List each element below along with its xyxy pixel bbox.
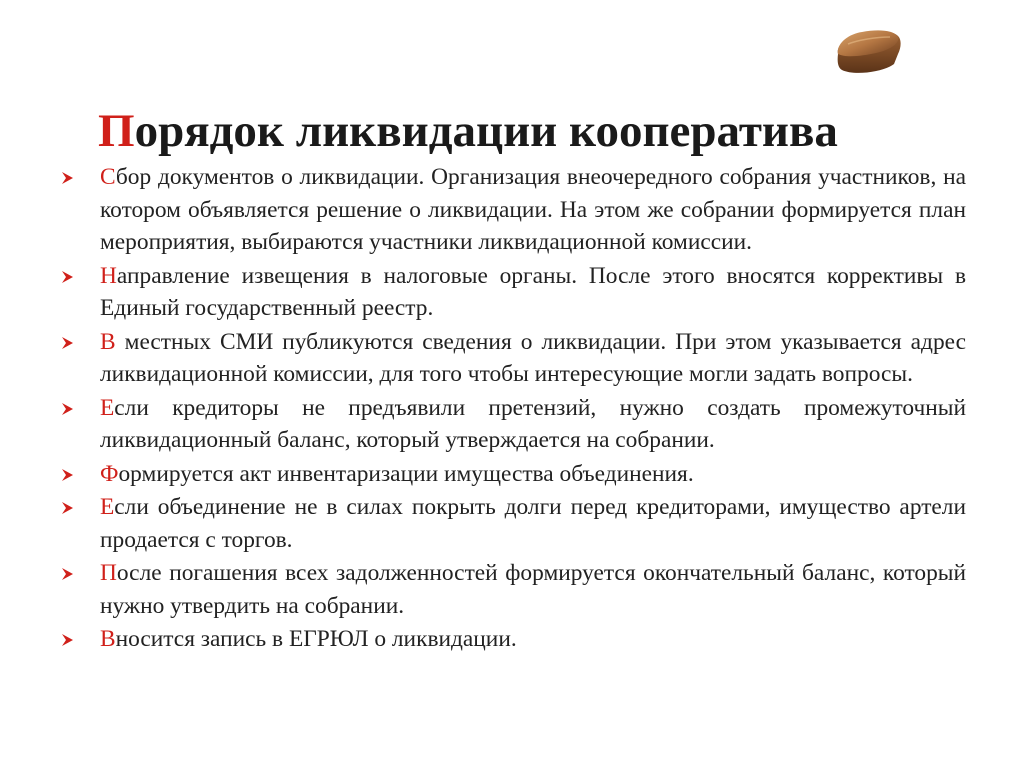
list-item <box>60 326 966 391</box>
arrowhead-bullet-icon <box>60 500 76 516</box>
bullet-first-letter: С <box>100 164 116 190</box>
bullet-first-letter: В <box>100 328 116 355</box>
bullet-text: сли кредиторы не предъявили претензий, нужно создать промежуточный ликвидационный баланс, который утверждается на собрании. <box>100 394 966 453</box>
arrowhead-bullet-icon <box>60 467 76 483</box>
bread-loaf-image <box>832 24 904 80</box>
arrowhead-bullet-icon <box>60 335 76 351</box>
list-item <box>60 557 966 622</box>
list-item <box>60 458 966 491</box>
arrowhead-bullet-icon <box>60 632 76 648</box>
bullet-list <box>60 161 966 657</box>
bullet-text: ормируется акт инвентаризации имущества объединения. <box>118 460 694 487</box>
bullet-first-letter: Н <box>100 262 117 289</box>
title-text: орядок ликвидации кооператива <box>134 105 838 158</box>
list-item <box>60 260 966 325</box>
arrowhead-bullet-icon <box>60 170 76 186</box>
bullet-text: осле погашения всех задолженностей формируется окончательный баланс, который нужно утвердить на собрании. <box>100 560 966 619</box>
list-item <box>60 161 966 259</box>
bullet-first-letter: Е <box>100 494 115 520</box>
bullet-first-letter: П <box>100 560 117 586</box>
list-item <box>60 623 966 656</box>
arrowhead-bullet-icon <box>60 269 76 285</box>
bullet-text: сли объединение не в силах покрыть долги перед кредиторами, имущество артели продается с торгов. <box>100 494 966 553</box>
bullet-text: аправление извещения в налоговые органы. После этого вносятся коррективы в Единый государственный реестр. <box>100 262 966 321</box>
bullet-text: местных СМИ публикуются сведения о ликвидации. При этом указывается адрес ликвидационной комиссии, для того чтобы интересующие могли задать вопросы. <box>100 328 966 387</box>
slide-title <box>98 101 938 161</box>
bullet-text: носится запись в ЕГРЮЛ о ликвидации. <box>115 626 517 652</box>
bullet-first-letter: Е <box>100 394 115 421</box>
bullet-text: бор документов о ликвидации. Организация внеочередного собрания участников, на котором объявляется решение о ликвидации. На этом же собрании формируется план мероприятия, выбираются участники ликвидационной комиссии. <box>100 164 966 255</box>
arrowhead-bullet-icon <box>60 566 76 582</box>
list-item <box>60 491 966 556</box>
bullet-first-letter: В <box>100 626 116 652</box>
bullet-first-letter: Ф <box>100 460 119 487</box>
arrowhead-bullet-icon <box>60 401 76 417</box>
list-item <box>60 392 966 457</box>
title-first-letter: П <box>98 105 135 158</box>
